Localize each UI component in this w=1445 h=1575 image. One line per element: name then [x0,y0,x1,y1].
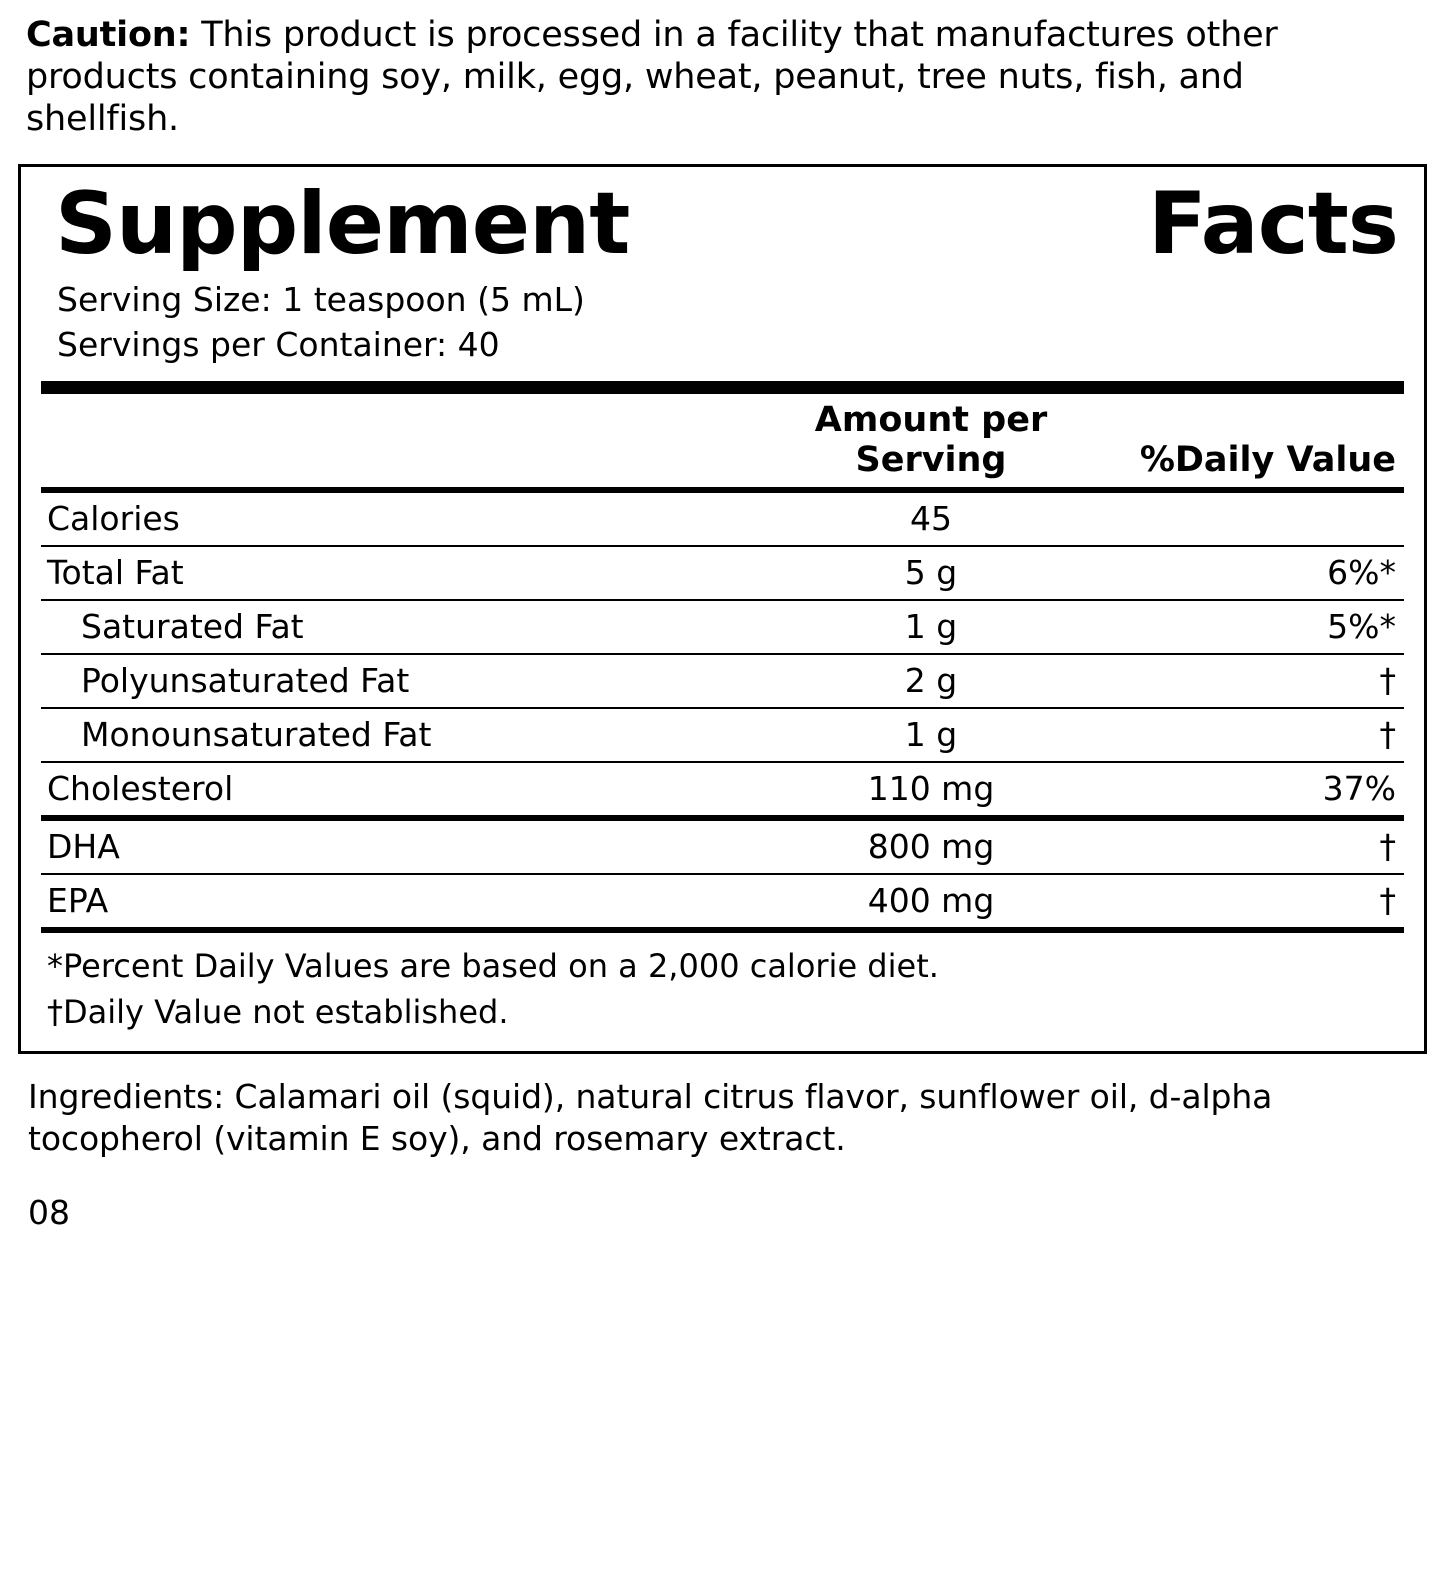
row-amount: 5 g [766,546,1096,600]
row-amount: 45 [766,493,1096,546]
servings-per-container: Servings per Container: 40 [57,324,500,364]
serving-size: Serving Size: 1 teaspoon (5 mL) [57,279,585,319]
row-amount: 400 mg [867,880,995,920]
caution-paragraph [18,0,1427,140]
table-row [41,546,1404,600]
caution-label: Caution: [26,15,191,55]
row-daily-value [1096,493,1404,546]
facts-rows-primary [41,493,1404,815]
row-name: EPA [47,880,109,920]
row-name: Monounsaturated Fat [41,708,766,762]
row-name: Total Fat [41,546,766,600]
table-row [41,493,1404,546]
footnote-dagger: †Daily Value not established. [47,992,509,1031]
facts-rows-secondary [41,821,1404,927]
row-name: DHA [41,821,766,874]
table-row [41,821,1404,874]
row-daily-value: † [1096,821,1404,874]
supplement-facts-panel [18,164,1427,1054]
table-row [41,654,1404,708]
row-daily-value: 5%* [1096,600,1404,654]
table-row [41,874,1404,927]
table-row [41,708,1404,762]
row-daily-value: † [1096,708,1404,762]
row-name: Cholesterol [47,768,234,808]
revision-code: 08 [28,1193,70,1233]
row-daily-value: † [1096,654,1404,708]
footnote-percent-daily-value: *Percent Daily Values are based on a 2,000 calorie diet. [47,946,939,985]
table-row [41,600,1404,654]
header-daily-value: %Daily Value [1139,439,1396,480]
divider-thick-top [41,381,1404,394]
facts-table-header [41,394,1404,487]
row-daily-value: 37% [1322,768,1396,808]
row-name: Calories [41,493,766,546]
supplement-facts-title [41,174,1404,274]
row-daily-value: 6%* [1096,546,1404,600]
row-amount: 110 mg [867,768,995,808]
title-facts: Facts [1147,174,1398,274]
row-amount: 2 g [766,654,1096,708]
row-daily-value: † [1379,880,1396,920]
table-row [41,762,1404,815]
row-name: Polyunsaturated Fat [41,654,766,708]
title-supplement: Supplement [55,174,630,274]
facts-table [41,394,1404,487]
header-nutrient [41,394,766,487]
caution-text: This product is processed in a facility that manufactures other products containing soy, milk, egg, wheat, peanut, tree nuts, fish, and shellfish. [26,15,1278,139]
header-amount-per-serving: Amount per Serving [814,399,1048,480]
row-amount: 800 mg [766,821,1096,874]
row-amount: 1 g [766,708,1096,762]
row-amount: 1 g [766,600,1096,654]
row-name: Saturated Fat [41,600,766,654]
ingredients-paragraph: Ingredients: Calamari oil (squid), natural citrus flavor, sunflower oil, d-alpha tocopherol (vitamin E soy), and rosemary extract. [28,1076,1273,1158]
